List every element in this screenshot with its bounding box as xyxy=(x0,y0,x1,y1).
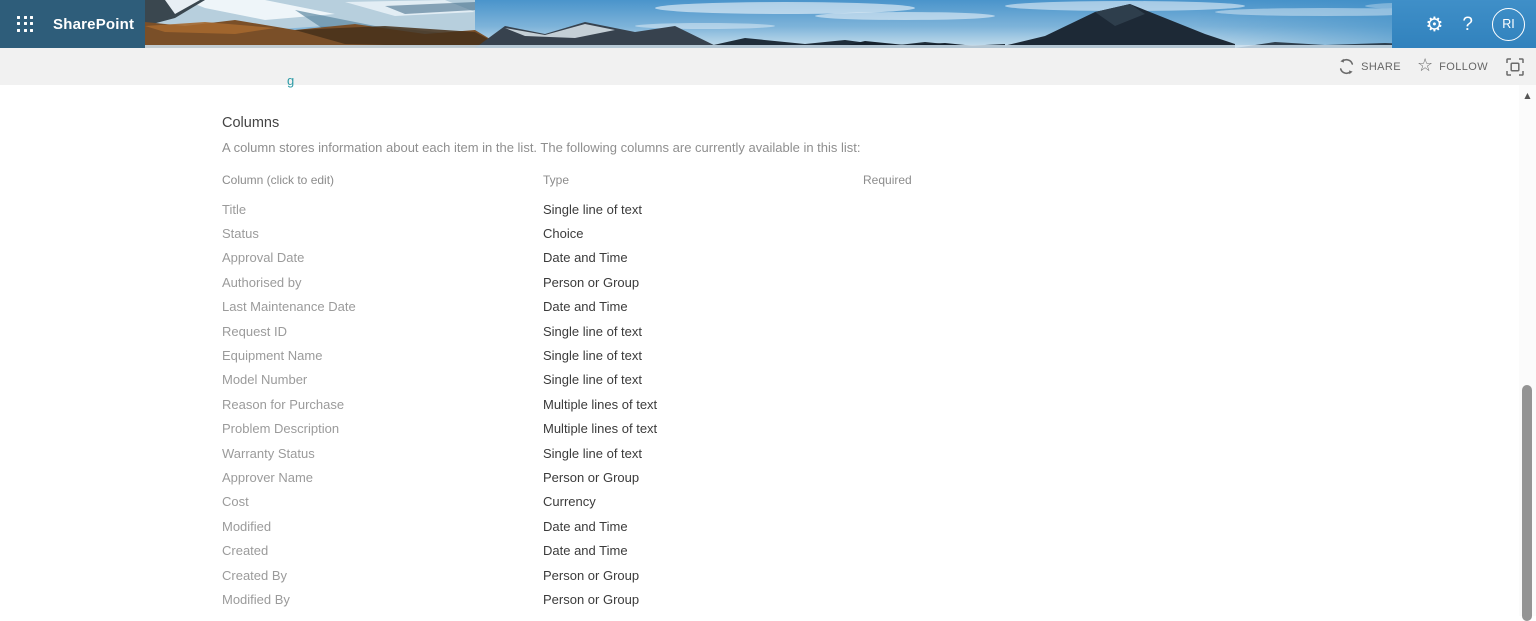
follow-label: FOLLOW xyxy=(1439,60,1488,73)
sharepoint-logo-text[interactable]: SharePoint xyxy=(53,15,135,33)
scrollbar-thumb[interactable] xyxy=(1522,385,1532,621)
action-bar xyxy=(0,48,1536,85)
column-name-link[interactable]: Approver Name xyxy=(222,469,314,485)
settings-page-content xyxy=(0,73,1536,616)
column-type-value: Person or Group xyxy=(543,591,640,607)
avatar-initials: RI xyxy=(1502,17,1515,31)
suite-bar-left xyxy=(0,0,145,48)
settings-gear-icon[interactable]: ⚙ xyxy=(1425,12,1444,36)
column-name-link[interactable]: Modified By xyxy=(222,591,290,607)
column-header-name: Column (click to edit) xyxy=(222,173,335,187)
column-type-value: Single line of text xyxy=(543,372,643,388)
column-type-value: Multiple lines of text xyxy=(543,396,658,412)
site-banner-image xyxy=(145,0,1536,48)
column-name-link[interactable]: Equipment Name xyxy=(222,348,323,364)
column-type-value: Choice xyxy=(543,226,584,242)
column-type-value: Single line of text xyxy=(543,348,643,364)
column-name-link[interactable]: Approval Date xyxy=(222,250,305,266)
suite-bar xyxy=(0,0,1536,48)
share-label: SHARE xyxy=(1361,60,1401,73)
column-type-value: Date and Time xyxy=(543,250,628,266)
column-type-value: Person or Group xyxy=(543,274,640,290)
focus-mode-button[interactable] xyxy=(1506,58,1524,76)
column-type-value: Date and Time xyxy=(543,518,628,534)
avatar[interactable] xyxy=(1492,8,1525,41)
column-type-value: Person or Group xyxy=(543,469,640,485)
follow-button[interactable] xyxy=(1417,54,1488,76)
column-name-link[interactable]: Reason for Purchase xyxy=(222,396,345,412)
app-launcher-icon[interactable] xyxy=(17,16,34,33)
column-type-value: Date and Time xyxy=(543,299,628,315)
column-type-value: Single line of text xyxy=(543,323,643,339)
column-type-value: Single line of text xyxy=(543,445,643,461)
column-name-link[interactable]: Request ID xyxy=(222,323,288,339)
columns-section-heading: Columns xyxy=(222,115,280,131)
column-type-value: Date and Time xyxy=(543,543,628,559)
column-name-link[interactable]: Modified xyxy=(222,518,272,534)
column-name-link[interactable]: Model Number xyxy=(222,372,308,388)
mountain-banner-graphic xyxy=(145,0,1536,48)
column-name-link[interactable]: Status xyxy=(222,226,259,242)
clipped-link-fragment: g xyxy=(287,73,295,88)
column-name-link[interactable]: Warranty Status xyxy=(222,445,315,461)
column-name-link[interactable]: Authorised by xyxy=(222,274,302,290)
scroll-up-arrow-icon[interactable]: ▲ xyxy=(1524,91,1531,100)
column-header-required: Required xyxy=(863,173,912,187)
vertical-scrollbar[interactable] xyxy=(1519,85,1536,616)
share-button[interactable] xyxy=(1338,58,1401,75)
column-name-link[interactable]: Created xyxy=(222,543,269,559)
column-name-link[interactable]: Problem Description xyxy=(222,421,340,437)
column-name-link[interactable]: Created By xyxy=(222,567,288,583)
column-name-link[interactable]: Last Maintenance Date xyxy=(222,299,356,315)
columns-table xyxy=(222,171,1536,612)
column-type-value: Single line of text xyxy=(543,201,643,217)
columns-section-description: A column stores information about each item in the list. The following columns are currently available in this list: xyxy=(222,140,861,155)
clipped-settings-link[interactable] xyxy=(287,73,303,89)
column-header-type: Type xyxy=(543,173,570,187)
column-name-link[interactable]: Title xyxy=(222,201,247,217)
column-type-value: Person or Group xyxy=(543,567,640,583)
help-icon[interactable]: ? xyxy=(1462,13,1473,35)
focus-mode-icon xyxy=(1506,58,1524,76)
column-type-value: Multiple lines of text xyxy=(543,421,658,437)
suite-bar-right xyxy=(1392,0,1536,48)
column-type-value: Currency xyxy=(543,494,596,510)
follow-star-icon: ☆ xyxy=(1417,54,1434,76)
share-icon xyxy=(1338,58,1355,75)
column-name-link[interactable]: Cost xyxy=(222,494,249,510)
